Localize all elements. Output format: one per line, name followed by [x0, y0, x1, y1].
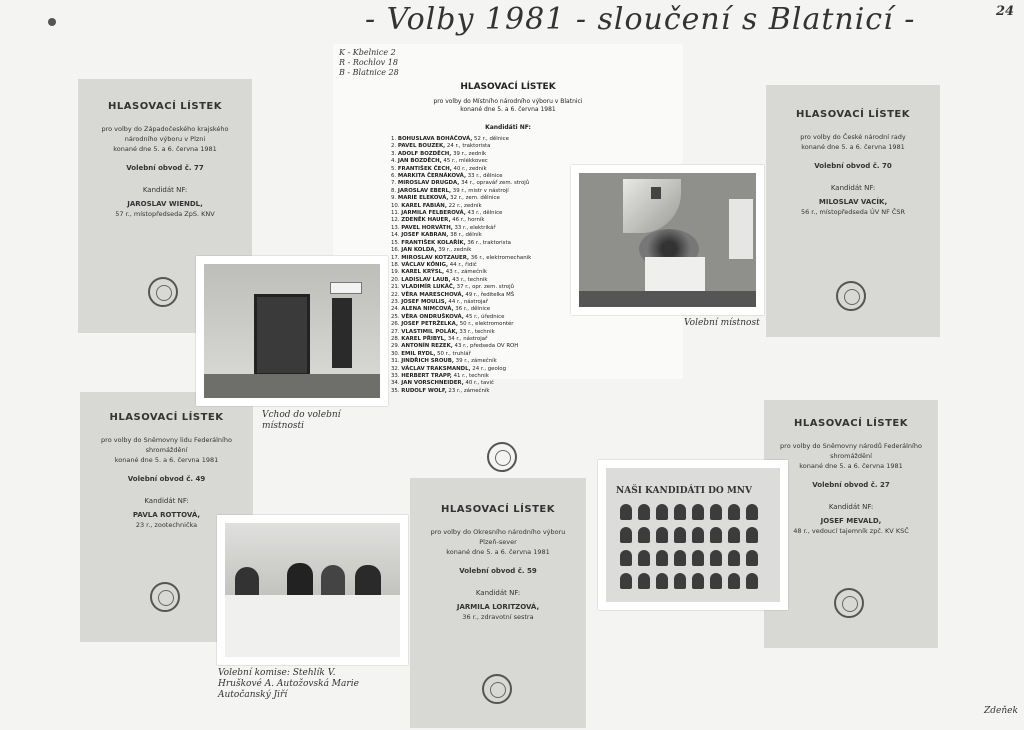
portrait-icon	[746, 504, 758, 520]
candidate-desc: 24 r., geolog	[470, 365, 506, 372]
candidate-number: 35.	[391, 387, 402, 394]
candidate-number: 22.	[391, 291, 402, 298]
candidate-name: BOHUSLAVA BOHÁČOVÁ,	[397, 136, 473, 142]
candidate-desc: 43 r., technik	[450, 276, 488, 283]
portrait-icon	[620, 550, 632, 566]
candidate-desc: 36 r., traktorista	[465, 239, 511, 246]
candidate-name: MARIE ELEKOVÁ,	[397, 195, 449, 202]
candidate-number: 3.	[391, 150, 398, 157]
candidate-name: KAREL PŘIBYL,	[401, 335, 447, 342]
mnv-ballot-title: HLASOVACÍ LÍSTEK	[460, 82, 556, 92]
ballot-title: HLASOVACÍ LÍSTEK	[109, 412, 224, 423]
ballot-date: konané dne 5. a 6. června 1981	[799, 462, 903, 470]
candidate-desc: 23 r., zámečník	[446, 387, 490, 394]
sign-icon	[330, 282, 362, 294]
ballot-candidate-desc: 56 r., místopředseda ÚV NF ČSR	[800, 208, 906, 216]
candidate-row	[391, 143, 621, 150]
candidate-name: PAVEL HORVÁTH,	[401, 224, 453, 231]
ballot-okresni-nv	[410, 478, 586, 728]
tally-row: K - Kbelnice 2	[339, 48, 396, 57]
candidate-row	[391, 321, 621, 328]
ground	[204, 374, 380, 398]
candidate-name: LADISLAV LAUB,	[401, 276, 451, 283]
candidate-desc: 37 r., opr. zem. strojů	[454, 284, 515, 291]
candidate-number: 1.	[391, 136, 398, 142]
candidate-desc: 22 r., zedník	[446, 202, 482, 209]
seal-icon	[834, 588, 864, 618]
ballot-purpose-text: pro volby do Západočeského krajského národního výboru v Plzni	[101, 125, 229, 143]
portrait-icon	[692, 550, 704, 566]
candidate-row	[391, 380, 621, 387]
ballot-date: konané dne 5. a 6. června 1981	[446, 548, 550, 556]
ballot-snemovna-narodu	[764, 400, 938, 648]
ballot-candidate-desc: 23 r., zootechnička	[135, 521, 198, 529]
ballot-purpose-text: pro volby do Sněmovny národů Federálního shromáždění	[780, 442, 922, 460]
candidate-desc: 36 r., elektromechanik	[469, 254, 532, 261]
candidate-number: 14.	[391, 232, 402, 239]
candidate-number: 23.	[391, 298, 402, 305]
candidate-name: JARMILA FELBEROVÁ,	[401, 210, 466, 217]
candidate-desc: 50 r., elektromontér	[458, 321, 514, 328]
mnv-candidates-header: Kandidáti NF:	[485, 124, 531, 131]
ballot-purpose-text: pro volby do Sněmovny lidu Federálního shromáždění	[101, 436, 232, 454]
portrait-icon	[728, 504, 740, 520]
photo-committee	[217, 515, 408, 665]
candidate-name: MIROSLAV DRUGDA,	[397, 180, 460, 187]
ballot-purpose-text: pro volby do České národní rady	[800, 133, 906, 141]
ballot-district: Volební obvod č. 77	[126, 164, 204, 172]
candidate-desc: 44 r., řidič	[448, 261, 477, 268]
candidate-desc: 45 r., mlékkovec	[441, 158, 488, 165]
photo-entrance-image	[204, 264, 380, 398]
ballot-purpose	[776, 132, 930, 152]
candidate-number: 17.	[391, 254, 402, 261]
ballot-purpose	[774, 441, 928, 471]
ballot-candidate-name: JARMILA LORITZOVÁ,	[456, 603, 540, 611]
candidate-number: 20.	[391, 276, 402, 283]
portrait-icon	[620, 573, 632, 589]
portrait-icon	[746, 573, 758, 589]
candidate-desc: 38 r., dělník	[448, 232, 482, 239]
mnv-purpose-text: pro volby do Místního národního výboru v Blatnici	[433, 98, 583, 105]
candidate-row	[391, 388, 621, 395]
portrait-icon	[620, 504, 632, 520]
candidate-number: 30.	[391, 350, 402, 357]
candidate-name: JOSEF PETRŽELKA,	[401, 321, 458, 328]
emblem-icon	[651, 187, 661, 199]
candidate-number: 29.	[391, 343, 402, 350]
portrait-icon	[638, 527, 650, 543]
candidate-desc: 46 r., horník	[450, 217, 485, 224]
portrait-icon	[656, 550, 668, 566]
candidate-name: VLASTIMIL POLÁK,	[401, 328, 458, 335]
candidate-name: JOSEF KABRAN,	[401, 232, 449, 239]
candidate-row	[391, 366, 621, 373]
candidate-desc: 39 r., zedník	[451, 150, 487, 157]
candidate-name: VÁCLAV TRAKSMANDL,	[401, 365, 471, 372]
candidate-name: HERBERT TRAPP,	[401, 373, 452, 379]
candidate-name: JAROSLAV EBERL,	[397, 187, 452, 194]
candidate-number: 15.	[391, 239, 402, 246]
candidate-number: 4.	[391, 158, 398, 165]
photo-room-image	[579, 173, 756, 307]
candidate-number: 7.	[391, 180, 398, 187]
seal-icon	[836, 281, 866, 311]
person	[355, 565, 381, 595]
photo-entrance	[196, 256, 388, 406]
candidate-name: PAVEL BOUZEK,	[397, 143, 446, 150]
portrait-icon	[674, 527, 686, 543]
candidate-number: 32.	[391, 365, 402, 372]
candidate-number: 21.	[391, 284, 402, 291]
signature: Zdeňek	[984, 706, 1018, 716]
candidate-name: JAN BOZDĚCH,	[397, 158, 442, 165]
ballot-purpose	[90, 435, 243, 465]
candidate-name: VÁCLAV KÖNIG,	[401, 261, 449, 268]
candidate-desc: 44 r., nástrojař	[446, 298, 488, 305]
candidate-name: ALENA NIMCOVÁ,	[401, 306, 454, 313]
candidate-name: ANTONÍN REZEK,	[401, 343, 453, 350]
portrait-icon	[692, 504, 704, 520]
seal-icon	[482, 674, 512, 704]
candidate-number: 25.	[391, 313, 402, 320]
photo-committee-image	[225, 523, 400, 657]
candidate-number: 11.	[391, 210, 402, 217]
photo-polling-room	[571, 165, 764, 315]
candidate-desc: 43 r., zámečník	[444, 269, 487, 276]
candidate-name: KAREL KRÝSL,	[401, 269, 445, 276]
center-seal-icon	[487, 442, 517, 472]
ballot-purpose-text: pro volby do Okresního národního výboru Plzeň-sever	[430, 528, 566, 546]
candidate-desc: 39 r., zámečník	[453, 358, 497, 365]
candidate-number: 6.	[391, 173, 398, 180]
ballot-ceska-narodni-rada	[766, 85, 940, 337]
candidate-number: 31.	[391, 358, 402, 365]
candidate-number: 33.	[391, 373, 402, 379]
ballot-title: HLASOVACÍ LÍSTEK	[794, 418, 908, 429]
ballot-candidate-name: JOSEF MEVALD,	[820, 517, 882, 525]
person	[287, 563, 313, 595]
candidate-number: 28.	[391, 335, 402, 342]
tally-row: R - Rochlov 18	[339, 58, 398, 67]
candidate-portrait-grid	[620, 504, 766, 596]
photo-board-image	[606, 468, 780, 602]
candidate-row	[391, 136, 621, 143]
candidate-desc: 33 r., dělnice	[466, 173, 503, 180]
floor	[579, 291, 756, 307]
person	[321, 565, 345, 595]
ballot-candidate-name: JAROSLAV WIENDL,	[127, 200, 203, 208]
ballot-candidate-header: Kandidát NF:	[144, 497, 189, 505]
candidate-desc: 52 r., dělnice	[472, 136, 509, 142]
portrait-icon	[710, 573, 722, 589]
window-icon	[254, 294, 310, 376]
candidate-number: 9.	[391, 195, 398, 202]
candidate-name: JAN VORSCHNEIDER,	[401, 380, 464, 387]
portrait-icon	[638, 550, 650, 566]
ballot-candidate-desc: 36 r., zdravotní sestra	[462, 613, 534, 621]
candidate-desc: 39 r., zedník	[436, 247, 472, 254]
ballot-date: konané dne 5. a 6. června 1981	[113, 145, 217, 153]
candidate-desc: 34 r., opravář zem. strojů	[459, 180, 530, 187]
mnv-date-text: konané dne 5. a 6. června 1981	[460, 106, 556, 113]
candidate-number: 12.	[391, 217, 402, 224]
candidate-name: RUDOLF WOLF,	[401, 387, 447, 394]
candidate-number: 34.	[391, 380, 402, 387]
candidate-number: 19.	[391, 269, 402, 276]
candidate-name: VĚRA ONDRUŠKOVÁ,	[401, 313, 464, 320]
candidate-number: 5.	[391, 165, 398, 172]
candidate-name: ADOLF BOZDĚCH,	[397, 150, 452, 157]
candidate-desc: 32 r., zem. dělnice	[448, 195, 500, 202]
vote-tally	[339, 48, 399, 78]
ballot-candidate-desc: 48 r., vedoucí tajemník zpč. KV KSČ	[793, 527, 909, 535]
candidate-number: 10.	[391, 202, 402, 209]
ballot-district: Volební obvod č. 27	[812, 481, 890, 489]
ballot-date: konané dne 5. a 6. června 1981	[114, 456, 219, 464]
ballot-date: konané dne 5. a 6. června 1981	[801, 143, 905, 151]
candidate-desc: 40 r., tavič	[463, 380, 494, 387]
tally-row: B - Blatnice 28	[339, 68, 399, 77]
portrait-icon	[620, 527, 632, 543]
candidate-desc: 49 r., ředitelka MŠ	[463, 291, 515, 298]
candidate-name: VLADIMÍR LUKÁČ,	[401, 284, 455, 291]
ballot-purpose	[420, 527, 576, 557]
portrait-icon	[674, 550, 686, 566]
ballot-district: Volební obvod č. 49	[127, 475, 206, 483]
portrait-icon	[728, 527, 740, 543]
portrait-icon	[674, 573, 686, 589]
ballot-title: HLASOVACÍ LÍSTEK	[108, 101, 222, 112]
candidate-name: JINDŘICH SROUB,	[401, 358, 454, 365]
page-title: - Volby 1981 - sloučení s Blatnicí -	[365, 2, 916, 37]
portrait-icon	[656, 504, 668, 520]
portrait-icon	[728, 550, 740, 566]
ink-blot	[48, 18, 56, 26]
candidate-name: FRANTIŠEK KOLAŘÍK,	[401, 239, 466, 246]
ballot-district: Volební obvod č. 70	[814, 162, 892, 170]
ballot-candidate-header: Kandidát NF:	[828, 503, 874, 511]
caption-committee: Volební komise: Stehlík V. Hruškové A. Autožovská Marie Autočanský Jiří	[218, 668, 359, 700]
candidate-row	[391, 329, 621, 336]
board-title: NAŠI KANDIDÁTI DO MNV	[616, 486, 753, 496]
candidate-name: ZDENĚK HAUER,	[401, 217, 451, 224]
candidate-desc: 45 r., úřednice	[463, 313, 505, 320]
candidate-desc: 41 r., technik	[451, 373, 489, 379]
candidate-name: EMIL RYDL,	[401, 350, 436, 357]
candidate-name: VĚRA MARESCHOVÁ,	[401, 291, 464, 298]
ballot-candidate-name: MILOSLAV VACÍK,	[818, 198, 888, 206]
portrait-icon	[710, 504, 722, 520]
candidate-desc: 33 r., technik	[457, 328, 495, 335]
caption-polling-room: Volební místnost	[684, 318, 760, 328]
ballot-candidate-header: Kandidát NF:	[142, 186, 188, 194]
committee-table	[225, 595, 400, 657]
ballot-purpose	[88, 124, 242, 154]
ballot-title: HLASOVACÍ LÍSTEK	[796, 109, 910, 120]
candidate-row	[391, 343, 621, 350]
portrait-icon	[728, 573, 740, 589]
ballot-candidate-header: Kandidát NF:	[475, 589, 521, 597]
candidate-number: 27.	[391, 328, 402, 335]
page-number: 24	[996, 4, 1015, 19]
candidate-number: 16.	[391, 247, 402, 254]
portrait-icon	[638, 573, 650, 589]
ballot-district: Volební obvod č. 59	[459, 567, 537, 575]
candidate-name: KAREL FABIÁN,	[401, 202, 447, 209]
ballot-title: HLASOVACÍ LÍSTEK	[441, 504, 555, 515]
ballot-candidate-desc: 57 r., místopředseda ZpS. KNV	[115, 210, 215, 218]
candidate-desc: 24 r., traktorista	[445, 143, 491, 150]
candidate-desc: 43 r., dělnice	[465, 210, 503, 217]
candidate-number: 24.	[391, 306, 402, 313]
door-icon	[332, 298, 352, 368]
candidate-desc: 36 r., dělnice	[453, 306, 491, 313]
portrait-icon	[656, 527, 668, 543]
candidate-number: 2.	[391, 143, 398, 150]
portrait-icon	[638, 504, 650, 520]
ballot-candidate-name: PAVLA ROTTOVÁ,	[132, 511, 201, 519]
ballot-candidate-header: Kandidát NF:	[830, 184, 876, 192]
candidate-desc: 33 r., elektrikář	[452, 224, 496, 231]
portrait-icon	[746, 550, 758, 566]
seal-icon	[150, 582, 180, 612]
candidate-name: JAN KOLDA,	[401, 247, 437, 254]
candidate-name: JOSEF MOULIS,	[401, 298, 447, 305]
candidate-desc: 34 r., nástrojař	[446, 335, 488, 342]
candidate-number: 26.	[391, 321, 402, 328]
candidate-number: 13.	[391, 224, 402, 231]
portrait-icon	[710, 527, 722, 543]
portrait-icon	[656, 573, 668, 589]
candidate-row	[391, 358, 621, 365]
portrait-icon	[746, 527, 758, 543]
portrait-icon	[710, 550, 722, 566]
candidate-desc: 43 r., předseda OV ROH	[452, 343, 519, 350]
portrait-icon	[674, 504, 686, 520]
candidate-desc: 39 r., mistr v nástrojí	[451, 187, 509, 194]
portrait-icon	[692, 527, 704, 543]
person	[235, 567, 259, 595]
caption-entrance: Vchod do volební místnosti	[262, 410, 341, 431]
candidate-name: MARKITA ČERNÁKOVÁ,	[397, 173, 467, 180]
candidate-desc: 50 r., truhlář	[435, 350, 471, 357]
candidate-desc: 40 r., zedník	[451, 165, 487, 172]
candidate-number: 18.	[391, 261, 402, 268]
photo-candidates-board	[598, 460, 788, 610]
portrait-icon	[692, 573, 704, 589]
mnv-ballot-purpose	[333, 98, 683, 114]
candidate-name: MIROSLAV KOTZAUER,	[401, 254, 470, 261]
panel	[729, 199, 753, 259]
seal-icon	[148, 277, 178, 307]
candidate-number: 8.	[391, 187, 398, 194]
candidate-name: FRANTIŠEK ČECH,	[397, 165, 452, 172]
